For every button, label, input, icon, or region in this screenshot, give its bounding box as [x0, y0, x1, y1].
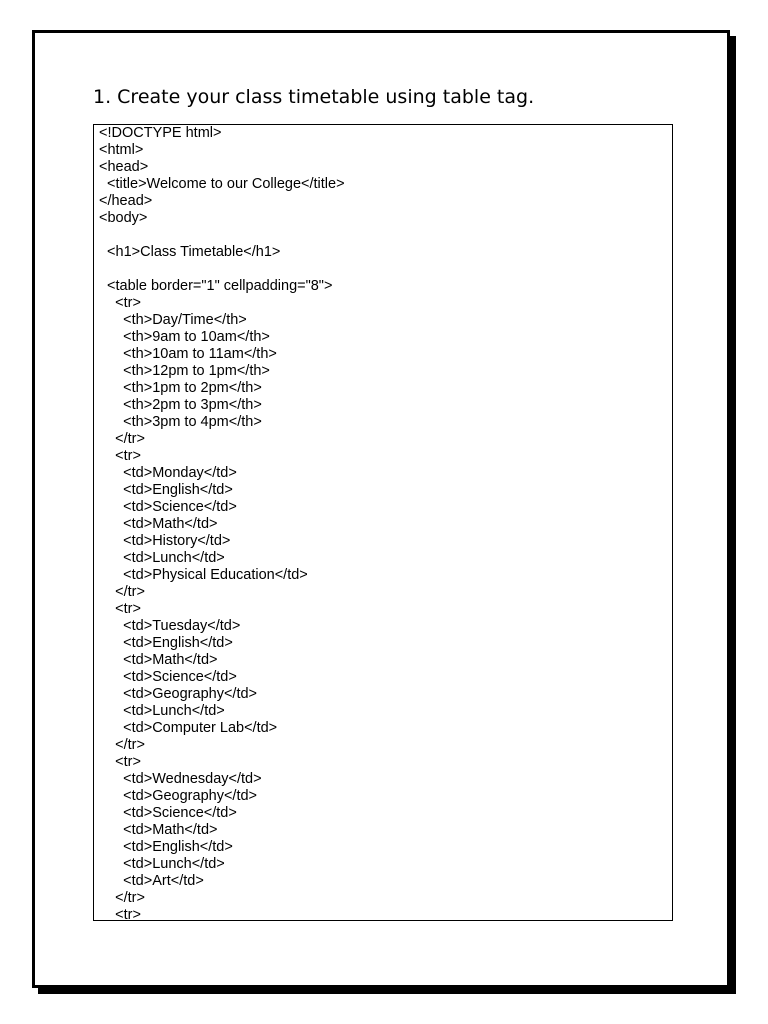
code-line: <h1>Class Timetable</h1> [99, 244, 281, 260]
code-line: <head> [99, 159, 149, 175]
code-line: <th>3pm to 4pm</th> [99, 414, 262, 430]
code-line: <tr> [99, 448, 141, 464]
code-line: </tr> [99, 890, 145, 906]
code-line: <th>10am to 11am</th> [99, 346, 277, 362]
code-line: </tr> [99, 584, 145, 600]
code-line: <tr> [99, 295, 141, 311]
code-line: <th>9am to 10am</th> [99, 329, 270, 345]
code-line: <td>Science</td> [99, 669, 237, 685]
code-line: <td>Computer Lab</td> [99, 720, 278, 736]
code-line: <td>Math</td> [99, 652, 218, 668]
code-line: <td>Monday</td> [99, 465, 237, 481]
code-line [99, 261, 672, 278]
code-line: <tr> [99, 754, 141, 770]
code-line: <td>Geography</td> [99, 686, 257, 702]
question-heading: 1. Create your class timetable using table tag. [93, 86, 535, 108]
code-line: <td>Lunch</td> [99, 856, 225, 872]
code-line: <td>Physical Education</td> [99, 567, 308, 583]
code-line: <td>Wednesday</td> [99, 771, 262, 787]
code-line: <td>English</td> [99, 482, 233, 498]
code-line: </head> [99, 193, 153, 209]
code-lines [94, 125, 672, 921]
code-line: <th>Day/Time</th> [99, 312, 247, 328]
code-line: <tr> [99, 907, 141, 921]
code-line [99, 227, 672, 244]
code-line: </tr> [99, 737, 145, 753]
code-line: </tr> [99, 431, 145, 447]
code-line: <body> [99, 210, 148, 226]
code-line: <td>Art</td> [99, 873, 204, 889]
code-line: <td>English</td> [99, 839, 233, 855]
page-frame [32, 30, 730, 988]
code-line: <td>History</td> [99, 533, 231, 549]
code-line: <th>1pm to 2pm</th> [99, 380, 262, 396]
code-line: <title>Welcome to our College</title> [99, 176, 345, 192]
code-listing [93, 124, 673, 921]
code-line: <tr> [99, 601, 141, 617]
code-line: <td>English</td> [99, 635, 233, 651]
code-line: <td>Math</td> [99, 822, 218, 838]
code-line: <td>Lunch</td> [99, 703, 225, 719]
code-line: <th>12pm to 1pm</th> [99, 363, 270, 379]
code-line: <td>Tuesday</td> [99, 618, 241, 634]
code-line: <td>Science</td> [99, 805, 237, 821]
code-line: <td>Lunch</td> [99, 550, 225, 566]
code-line: <table border="1" cellpadding="8"> [99, 278, 333, 294]
code-line: <td>Math</td> [99, 516, 218, 532]
code-line: <!DOCTYPE html> [99, 125, 222, 141]
code-line: <td>Geography</td> [99, 788, 257, 804]
code-line: <html> [99, 142, 144, 158]
code-line: <td>Science</td> [99, 499, 237, 515]
code-line: <th>2pm to 3pm</th> [99, 397, 262, 413]
